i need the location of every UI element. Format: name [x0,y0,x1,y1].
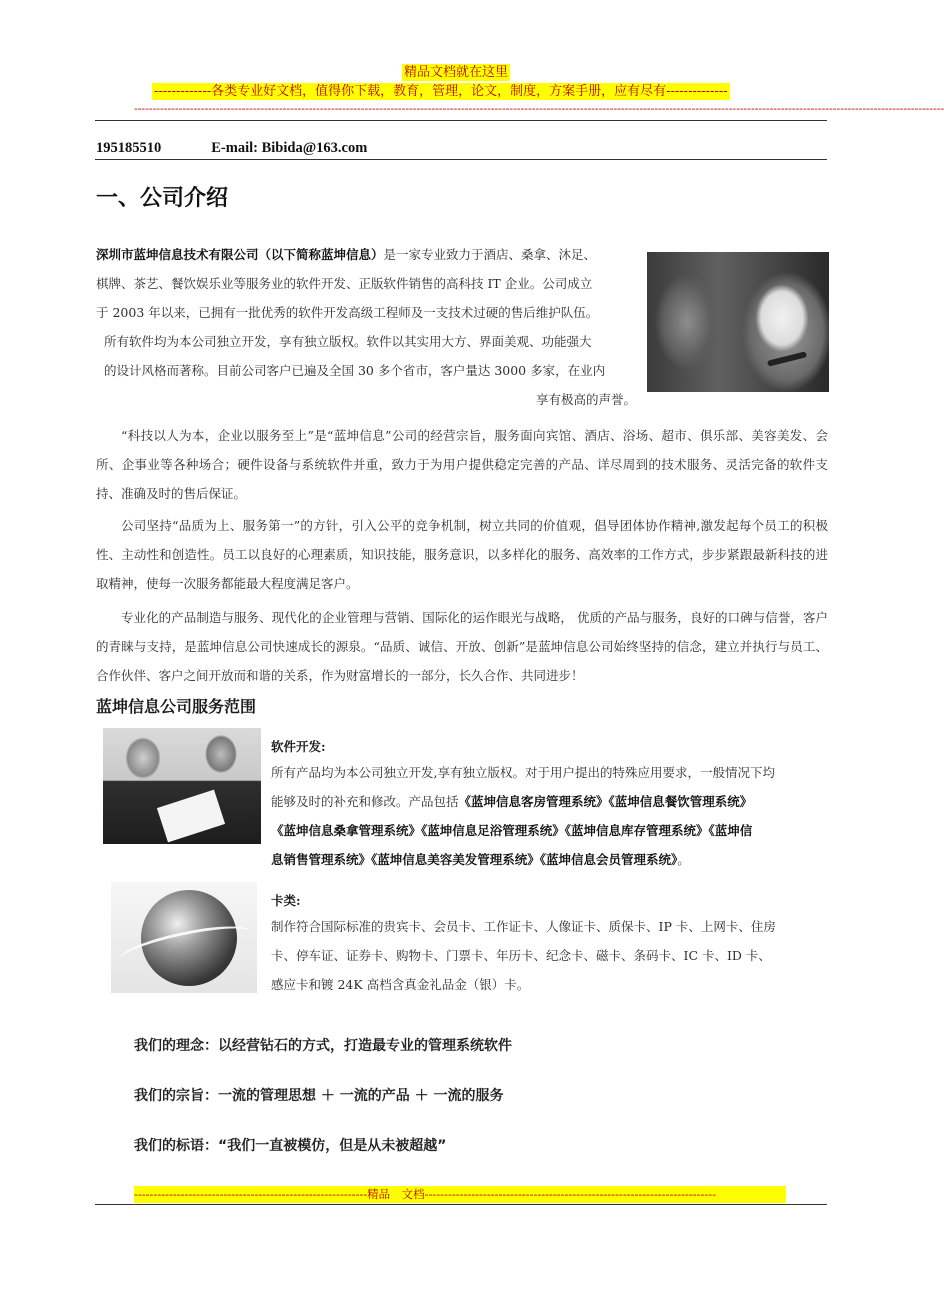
company-name: 深圳市蓝坤信息技术有限公司（以下简称蓝坤信息） [96,247,384,262]
motto-slogan: 我们的标语：“我们一直被模仿，但是从未被超越” [134,1138,447,1154]
customer-service-photo [647,252,829,392]
software-section [271,736,827,874]
cards-section [271,890,827,999]
paragraph-purpose: “科技以人为本，企业以服务至上”是“蓝坤信息”公司的经营宗旨，服务面向宾馆、酒店、浴场、超市、俱乐部、美容美发、会所、企事业等各种场合；硬件设备与系统软件并重，致力于为用户提供稳定完善的产品、详尽周到的技术服务、灵活完备的软件支持、准确及时的售后保证。 [96,428,828,501]
intro-line-6: 享有极高的声誉。 [536,392,637,407]
software-title: 软件开发: [271,739,326,754]
motto-purpose: 我们的宗旨：一流的管理思想 ＋ 一流的产品 ＋ 一流的服务 [134,1088,504,1104]
software-products-1: 《蓝坤信息客房管理系统》《蓝坤信息餐饮管理系统》 [458,794,753,809]
paragraph-policy: 公司坚持“品质为上、服务第一”的方针，引入公平的竞争机制，树立共同的价值观，倡导团体协作精神,激发起每个员工的积极性、主动性和创造性。员工以良好的心理素质，知识技能，服务意识，以多样化的服务、高效率的工作方式，步步紧跟最新科技的进取精神，使每一次服务都能最大程度满足客户。 [96,518,828,591]
software-products-3: 息销售管理系统》《蓝坤信息美容美发管理系统》《蓝坤信息会员管理系统》 [271,852,678,867]
motto-philosophy: 我们的理念：以经营钻石的方式，打造最专业的管理系统软件 [134,1038,512,1054]
divider-top [95,120,827,121]
software-line-end: 。 [677,852,690,867]
software-products-2: 《蓝坤信息桑拿管理系统》《蓝坤信息足浴管理系统》《蓝坤信息库存管理系统》《蓝坤信 [271,823,753,838]
software-line-1: 所有产品均为本公司独立开发,享有独立版权。对于用户提出的特殊应用要求，一般情况下均 [271,765,775,780]
intro-line-5: 的设计风格而著称。目前公司客户已遍及全国 30 多个省市，客户量达 3000 多家，在业内 [104,363,606,378]
services-title: 蓝坤信息公司服务范围 [96,697,257,716]
header-dashes: -------------------------------------------------------------------------------------------------------------------------------------------------------------------------------------------------------------------------- [134,102,944,115]
intro-paragraph [96,240,646,385]
cards-title: 卡类: [271,893,301,908]
header-banner: -------------各类专业好文档，值得你下载，教育，管理，论文，制度，方案手册，应有尽有-------------- [154,84,728,99]
header-title: 精品文档就在这里 [404,65,509,80]
contact-email: E-mail: Bibida@163.com [211,140,368,156]
contact-phone: 195185510 [96,140,162,156]
divider-contact [95,159,827,160]
footer-banner: ------------------------------------------------------------精品 文档--------------------------------------------------------------------------- [134,1186,786,1203]
meeting-photo [103,728,261,844]
cards-line-1: 制作符合国际标准的贵宾卡、会员卡、工作证卡、人像证卡、质保卡、IP 卡、上网卡、住房 [271,919,776,934]
cards-line-2: 卡、停车证、证券卡、购物卡、门票卡、年历卡、纪念卡、磁卡、条码卡、IC 卡、ID 卡、 [271,948,771,963]
contact-line [96,140,367,157]
globe-photo [111,882,257,993]
paragraph-growth: 专业化的产品制造与服务、现代化的企业管理与营销、国际化的运作眼光与战略， 优质的产品与服务，良好的口碑与信誉，客户的青睐与支持，是蓝坤信息公司快速成长的源泉。“品质、诚信、开放、创新”是蓝坤信息公司始终坚持的信念，建立并执行与员工、合作伙伴、客户之间开放而和谐的关系，作为财富增长的一部分，长久合作、共同进步！ [96,610,828,683]
divider-bottom [95,1204,827,1205]
intro-line-2: 棋牌、茶艺、餐饮娱乐业等服务业的软件开发、正版软件销售的高科技 IT 企业。公司成立 [96,276,593,291]
section-title: 一、公司介绍 [96,186,229,211]
software-line-2a: 能够及时的补充和修改。产品包括 [271,794,459,809]
intro-line-1: 是一家专业致力于酒店、桑拿、沐足、 [383,247,597,262]
intro-line-3: 于 2003 年以来，已拥有一批优秀的软件开发高级工程师及一支技术过硬的售后维护队伍。 [96,305,599,320]
cards-line-3: 感应卡和镀 24K 高档含真金礼品金（银）卡。 [271,977,530,992]
intro-line-4: 所有软件均为本公司独立开发，享有独立版权。软件以其实用大方、界面美观、功能强大 [104,334,592,349]
